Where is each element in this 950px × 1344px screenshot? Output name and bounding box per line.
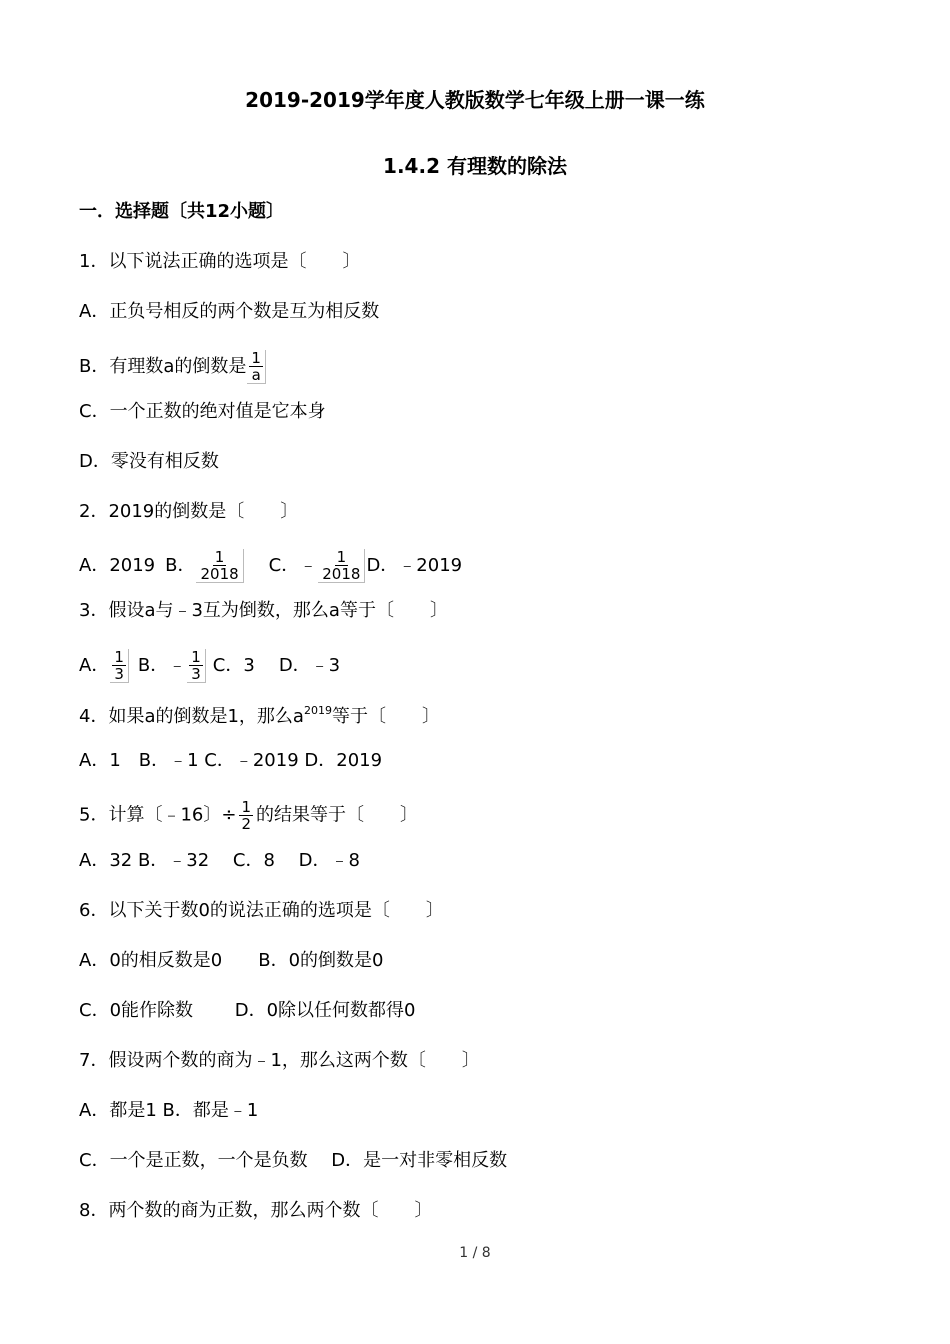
denominator: a	[251, 366, 261, 384]
lesson-title: 1.4.2 有理数的除法	[383, 154, 567, 178]
question-3-stem: 3．假设a与﹣3互为倒数，那么a等于〔 〕	[79, 600, 448, 621]
numerator: 1	[114, 648, 124, 666]
denominator: 2018	[200, 565, 239, 583]
question-7-options-cd: C．一个是正数，一个是负数 D．是一对非零相反数	[79, 1150, 508, 1171]
question-5-options: A．32 B．﹣32 C．8 D．﹣8	[79, 850, 360, 871]
option-d-text: D．﹣3	[278, 655, 341, 676]
fraction	[110, 649, 129, 683]
numerator: 1	[251, 349, 261, 367]
numerator: 1	[241, 798, 251, 816]
stem-text: 4．如果a的倒数是1，那么a	[79, 706, 304, 727]
option-b-text: B．有理数a的倒数是	[79, 356, 247, 377]
question-4-stem	[79, 699, 440, 729]
question-2-stem: 2．2019的倒数是〔 〕	[79, 501, 299, 522]
fraction	[187, 649, 206, 683]
fraction	[247, 350, 266, 384]
stem-text-end: 的结果等于〔 〕	[256, 804, 418, 826]
denominator: 2018	[322, 565, 361, 583]
question-2-options	[79, 549, 462, 583]
numerator: 1	[191, 648, 201, 666]
question-1-option-d: D．零没有相反数	[79, 451, 219, 472]
option-c-text: C．﹣	[268, 555, 318, 576]
question-1-option-a: A．正负号相反的两个数是互为相反数	[79, 301, 380, 322]
option-a-text: A．	[79, 655, 110, 676]
option-d-text: D．﹣2019	[366, 555, 463, 576]
question-3-options	[79, 649, 340, 683]
question-6-stem: 6．以下关于数0的说法正确的选项是〔 〕	[79, 900, 444, 921]
question-4-options: A．1 B．﹣1 C．﹣2019 D．2019	[79, 750, 383, 771]
exponent: 2019	[303, 704, 332, 717]
document-title: 2019-2019学年度人教版数学七年级上册一课一练	[245, 88, 705, 112]
question-8-stem: 8．两个数的商为正数，那么两个数〔 〕	[79, 1200, 433, 1221]
question-7-stem: 7．假设两个数的商为﹣1，那么这两个数〔 〕	[79, 1050, 480, 1071]
option-b-text: B．	[165, 555, 196, 576]
question-5-stem	[79, 799, 418, 832]
numerator: 1	[214, 548, 225, 566]
denominator: 3	[191, 665, 201, 683]
option-c-text: C．3	[212, 655, 255, 676]
fraction	[237, 799, 255, 832]
numerator: 1	[336, 548, 347, 566]
option-a-text: A．2019	[79, 555, 156, 576]
denominator: 3	[114, 665, 124, 683]
stem-text: 5．计算〔﹣16〕÷	[79, 804, 237, 826]
question-7-options-ab: A．都是1 B．都是﹣1	[79, 1100, 259, 1121]
stem-text-end: 等于〔 〕	[331, 706, 440, 727]
question-6-options-ab: A．0的相反数是0 B．0的倒数是0	[79, 950, 384, 971]
question-1-option-b	[79, 350, 267, 384]
page-number: 1 / 8	[459, 1245, 491, 1261]
question-1-option-c: C．一个正数的绝对值是它本身	[79, 401, 326, 422]
section-heading: 一．选择题〔共12小题〕	[79, 201, 285, 222]
question-6-options-cd: C．0能作除数 D．0除以任何数都得0	[79, 1000, 416, 1021]
fraction	[318, 549, 365, 583]
denominator: 2	[241, 815, 251, 833]
option-b-text: B．﹣	[137, 655, 187, 676]
fraction	[196, 549, 243, 583]
question-1-stem: 1．以下说法正确的选项是〔 〕	[79, 251, 361, 272]
